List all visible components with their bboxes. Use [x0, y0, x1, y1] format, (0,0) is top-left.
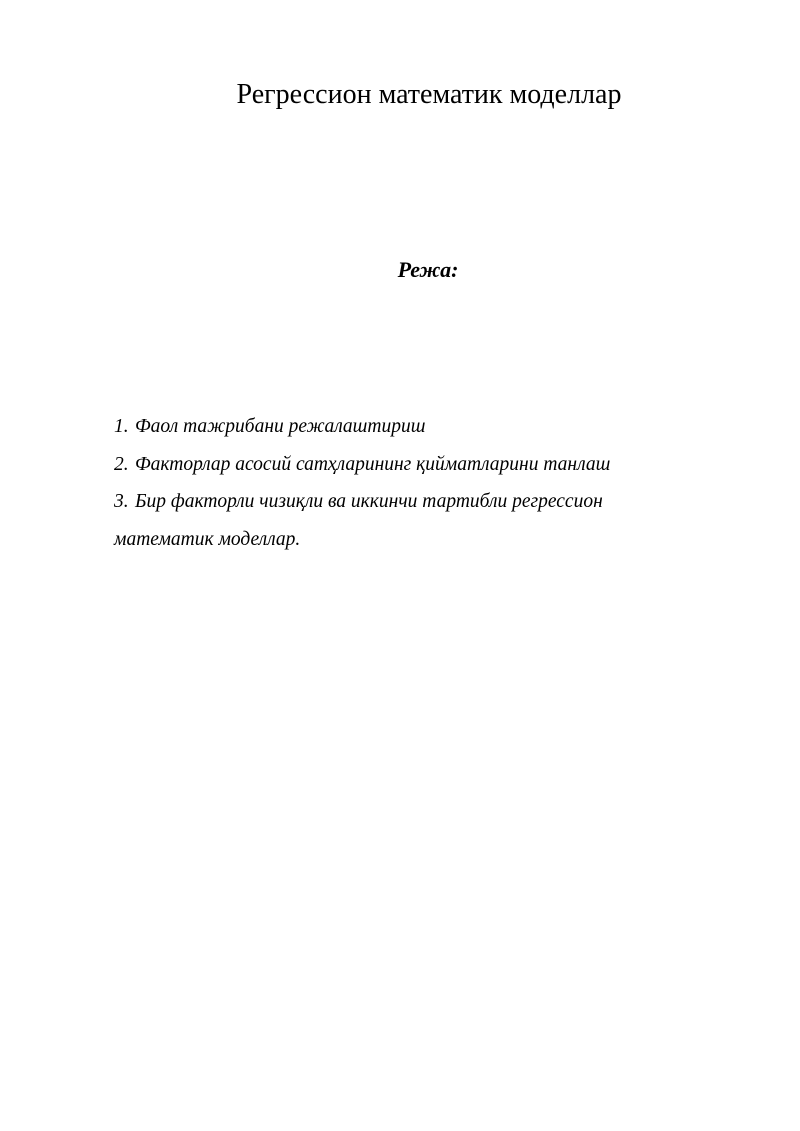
document-title: Регрессион математик моделлар	[236, 79, 622, 110]
plan-list	[114, 408, 714, 558]
plan-item-number: 1.	[114, 416, 129, 437]
plan-item-1	[114, 408, 714, 446]
plan-item-2	[114, 446, 714, 484]
plan-item-number: 2.	[114, 453, 129, 475]
plan-item-continuation-text: математик моделлар.	[114, 528, 301, 550]
plan-item-text: Бир факторли чизиқли ва иккинчи тартибли регрессион	[135, 491, 603, 512]
plan-item-number: 3.	[114, 491, 129, 512]
plan-item-text: Фаол тажрибани режалаштириш	[135, 416, 426, 437]
plan-heading: Режа:	[397, 257, 459, 282]
plan-item-3-continuation	[114, 521, 714, 559]
plan-item-3	[114, 483, 714, 521]
plan-item-text: Факторлар асосий сатҳларининг қийматларини танлаш	[135, 453, 611, 475]
